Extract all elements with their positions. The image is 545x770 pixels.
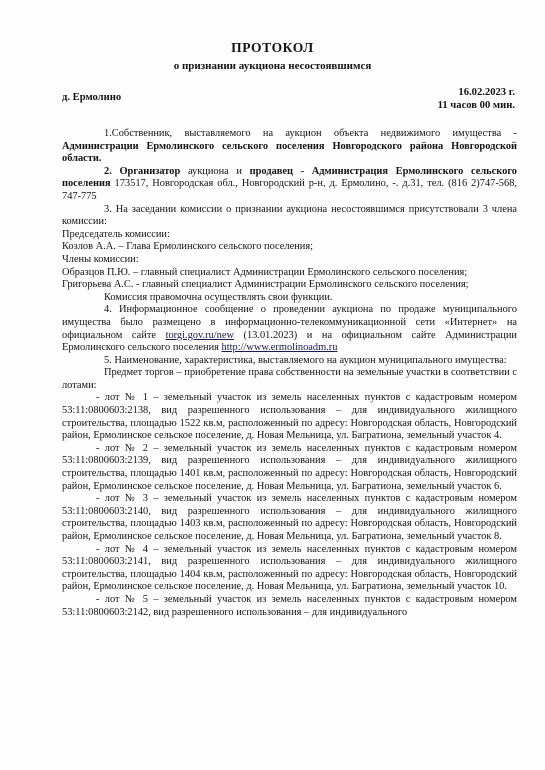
date-block xyxy=(438,86,515,112)
section-1-owner: Администрации Ермолинского сельского поселения Новгородского района Новгородской области. xyxy=(62,140,517,165)
section-4-text: 4. Информационное сообщение о проведении аукциона по продаже муниципального имущества было размещено в информационно-телекоммуникационной сети «Интернет» на официальном сайте xyxy=(62,304,517,341)
lot-1: - лот № 1 – земельный участок из земель населенных пунктов с кадастровым номером 53:11:0800603:2138, вид разрешенного использования – для индивидуального жилищного строительства, площадью 1522 кв.м, расположенный по адресу: Новгородская область, Новгородский район, Ермолинское сельское поселение, д. Новая Мельница, ул. Багратиона, земельный участок 4. xyxy=(62,392,517,442)
lot-2: - лот № 2 – земельный участок из земель населенных пунктов с кадастровым номером 53:11:0800603:2139, вид разрешенного использования – для индивидуального жилищного строительства, площадью 1401 кв.м, расположенный по адресу: Новгородская область, Новгородский район, Ермолинское сельское поселение, д. Новая Мельница, ул. Багратиона, земельный участок 6. xyxy=(62,442,517,492)
ermolino-site-link[interactable]: http://www.ermolinoadm.ru xyxy=(221,342,338,354)
lot-4: - лот № 4 – земельный участок из земель населенных пунктов с кадастровым номером 53:11:0800603:2141, вид разрешенного использования – для индивидуального жилищного строительства, площадью 1404 кв.м, расположенный по адресу: Новгородская область, Новгородский район, Ермолинское сельское поселение, д. Новая Мельница, ул. Багратиона, земельный участок 10. xyxy=(62,543,517,593)
protocol-date: 16.02.2023 г. xyxy=(458,87,515,98)
lot-5: - лот № 5 – земельный участок из земель населенных пунктов с кадастровым номером 53:11:0800603:2142, вид разрешенного использования – для индивидуального xyxy=(62,593,517,618)
place-of-signing: д. Ермолино xyxy=(62,92,122,103)
chair-label: Председатель комиссии: xyxy=(62,228,170,240)
quorum-statement: Комиссия правомочна осуществлять свои функции. xyxy=(104,291,333,303)
chair-name: Козлов А.А. – Глава Ермолинского сельского поселения; xyxy=(62,241,313,253)
auction-subject: Предмет торгов – приобретение права собственности на земельные участки в соответствии с лотами: xyxy=(62,367,517,391)
section-2 xyxy=(62,166,517,204)
section-4-text-2: (13.01.2023) и на официальном сайте Администрации Ермолинского сельского поселения xyxy=(62,329,517,354)
torgi-link[interactable]: torgi.gov.ru/new xyxy=(165,329,234,341)
section-1-text: 1.Собственник, выставляемого на аукцион объекта недвижимого имущества - xyxy=(104,128,517,139)
member-2: Григорьева А.С. - главный специалист Администрации Ермолинского сельского поселения; xyxy=(62,279,469,291)
member-1: Образцов П.Ю. – главный специалист Администрации Ермолинского сельского поселения; xyxy=(62,266,468,278)
section-3-intro: 3. На заседании комиссии о признании аукциона несостоявшимся присутствовали 3 члена комиссии: xyxy=(62,203,517,228)
section-2-organizer-label: 2. Организатор xyxy=(104,165,181,177)
section-5-heading: 5. Наименование, характеристика, выставляемого на аукцион муниципального имущества: xyxy=(104,354,507,366)
section-4 xyxy=(62,304,517,354)
section-1 xyxy=(62,128,517,166)
document-title: ПРОТОКОЛ xyxy=(231,40,314,55)
document-subtitle: о признании аукциона несостоявшимся xyxy=(173,60,372,72)
protocol-time: 11 часов 00 мин. xyxy=(437,100,515,111)
members-label: Члены комиссии: xyxy=(62,253,139,265)
document-body xyxy=(62,128,517,619)
lot-3: - лот № 3 – земельный участок из земель населенных пунктов с кадастровым номером 53:11:0800603:2140, вид разрешенного использования – для индивидуального жилищного строительства, площадью 1403 кв.м, расположенный по адресу: Новгородская область, Новгородский район, Ермолинское сельское поселение, д. Новая Мельница, ул. Багратиона, земельный участок 8. xyxy=(62,493,517,542)
section-2-address: 173517, Новгородская обл., Новгородский р-н, д. Ермолино, -. д.31, тел. (816 2)747-568, 747-775 xyxy=(62,178,517,202)
section-2-text: аукциона и xyxy=(187,165,242,177)
section-2-seller: продавец - Администрация Ермолинского сельского поселения xyxy=(62,165,517,190)
